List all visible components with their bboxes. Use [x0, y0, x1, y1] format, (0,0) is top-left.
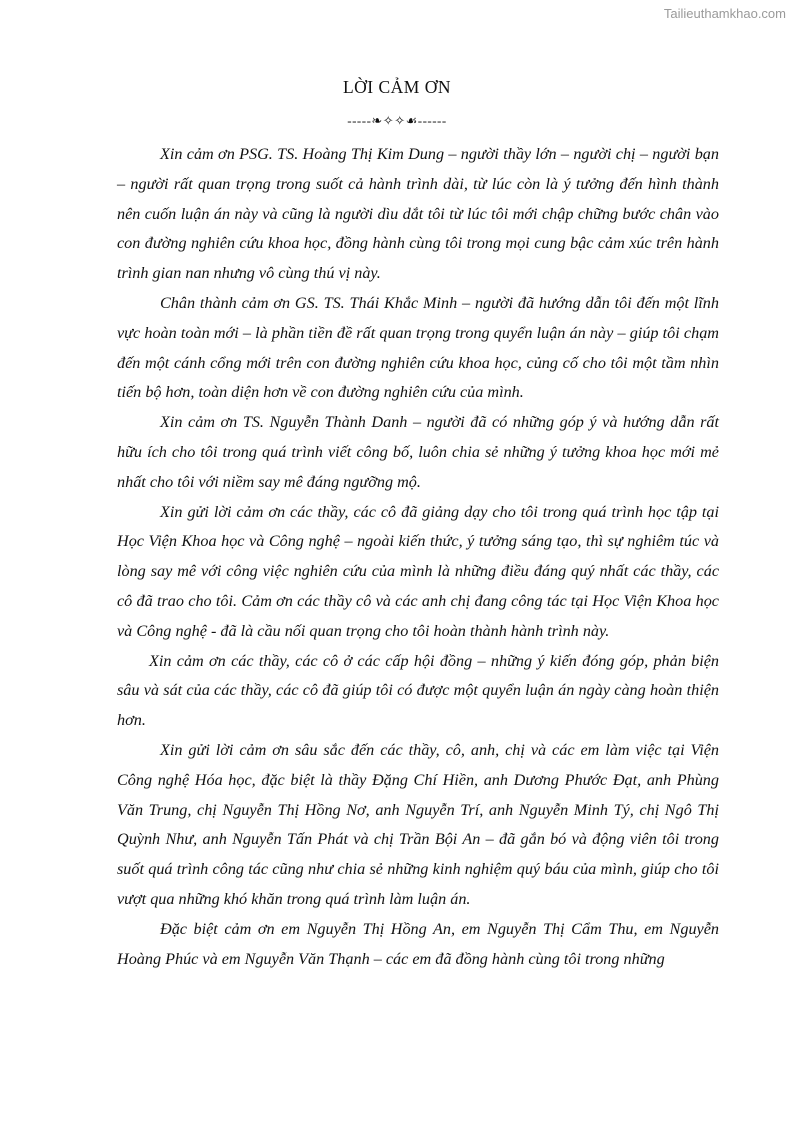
paragraph-6: Xin gửi lời cảm ơn sâu sắc đến các thầy, cô, anh, chị và các em làm việc tại Viện Công nghệ Hóa học, đặc biệt là thầy Đặng Chí Hiền, anh Dương Phước Đạt, anh Phùng Văn Trung, chị Nguyễn Thị Hồng Nơ, anh Nguyễn Trí, anh Nguyễn Minh Tý, chị Ngô Thị Quỳnh Như, anh Nguyễn Tấn Phát và chị Trần Bội An – đã gắn bó và động viên tôi trong suốt quá trình công tác cũng như chia sẻ những kinh nghiệm quý báu của mình, giúp cho tôi vượt qua những khó khăn trong quá trình làm luận án.	[117, 740, 719, 908]
page-title: LỜI CẢM ƠN	[342, 77, 452, 97]
paragraph-2: Chân thành cảm ơn GS. TS. Thái Khắc Minh – người đã hướng dẫn tôi đến một lĩnh vực hoàn toàn mới – là phần tiền đề rất quan trọng trong quyển luận án này – giúp tôi chạm đến một cánh cổng mới trên con đường nghiên cứu khoa học, củng cố cho tôi một tầm nhìn tiến bộ hơn, toàn diện hơn về con đường nghiên cứu của mình.	[117, 293, 719, 402]
paragraph-3: Xin cảm ơn TS. Nguyễn Thành Danh – người đã có những góp ý và hướng dẫn rất hữu ích cho tôi trong quá trình viết công bố, luôn chia sẻ những ý tưởng khoa học mới mẻ nhất cho tôi với niềm say mê đáng ngưỡng mộ.	[117, 413, 719, 491]
watermark: Tailieuthamkhao.com	[663, 6, 786, 21]
title-ornament: -----❧✧✧☙------	[347, 113, 447, 128]
acknowledgement-body	[117, 140, 719, 974]
paragraph-4: Xin gửi lời cảm ơn các thầy, các cô đã giảng dạy cho tôi trong quá trình học tập tại Học Viện Khoa học và Công nghệ – ngoài kiến thức, ý tưởng sáng tạo, thì sự nghiêm túc và lòng say mê với công việc nghiên cứu của mình là những điều đáng quý nhất các thầy, các cô đã trao cho tôi. Cảm ơn các thầy cô và các anh chị đang công tác tại Học Viện Khoa học và Công nghệ - đã là cầu nối quan trọng cho tôi hoàn thành hành trình này.	[117, 502, 719, 640]
paragraph-7: Đặc biệt cảm ơn em Nguyễn Thị Hồng An, em Nguyễn Thị Cẩm Thu, em Nguyễn Hoàng Phúc và em Nguyễn Văn Thạnh – các em đã đồng hành cùng tôi trong những	[117, 919, 719, 968]
paragraph-1: Xin cảm ơn PSG. TS. Hoàng Thị Kim Dung – người thầy lớn – người chị – người bạn – người rất quan trọng trong suốt cả hành trình dài, từ lúc còn là ý tưởng đến hình thành nên cuốn luận án này và cũng là người dìu dắt tôi từ lúc tôi mới chập chững bước chân vào con đường nghiên cứu khoa học, đồng hành cùng tôi trong mọi cung bậc cảm xúc trên hành trình gian nan nhưng vô cùng thú vị này.	[117, 145, 719, 283]
paragraph-5: Xin cảm ơn các thầy, các cô ở các cấp hội đồng – những ý kiến đóng góp, phản biện sâu và sát của các thầy, các cô đã giúp tôi có được một quyển luận án ngày càng hoàn thiện hơn.	[117, 651, 719, 730]
